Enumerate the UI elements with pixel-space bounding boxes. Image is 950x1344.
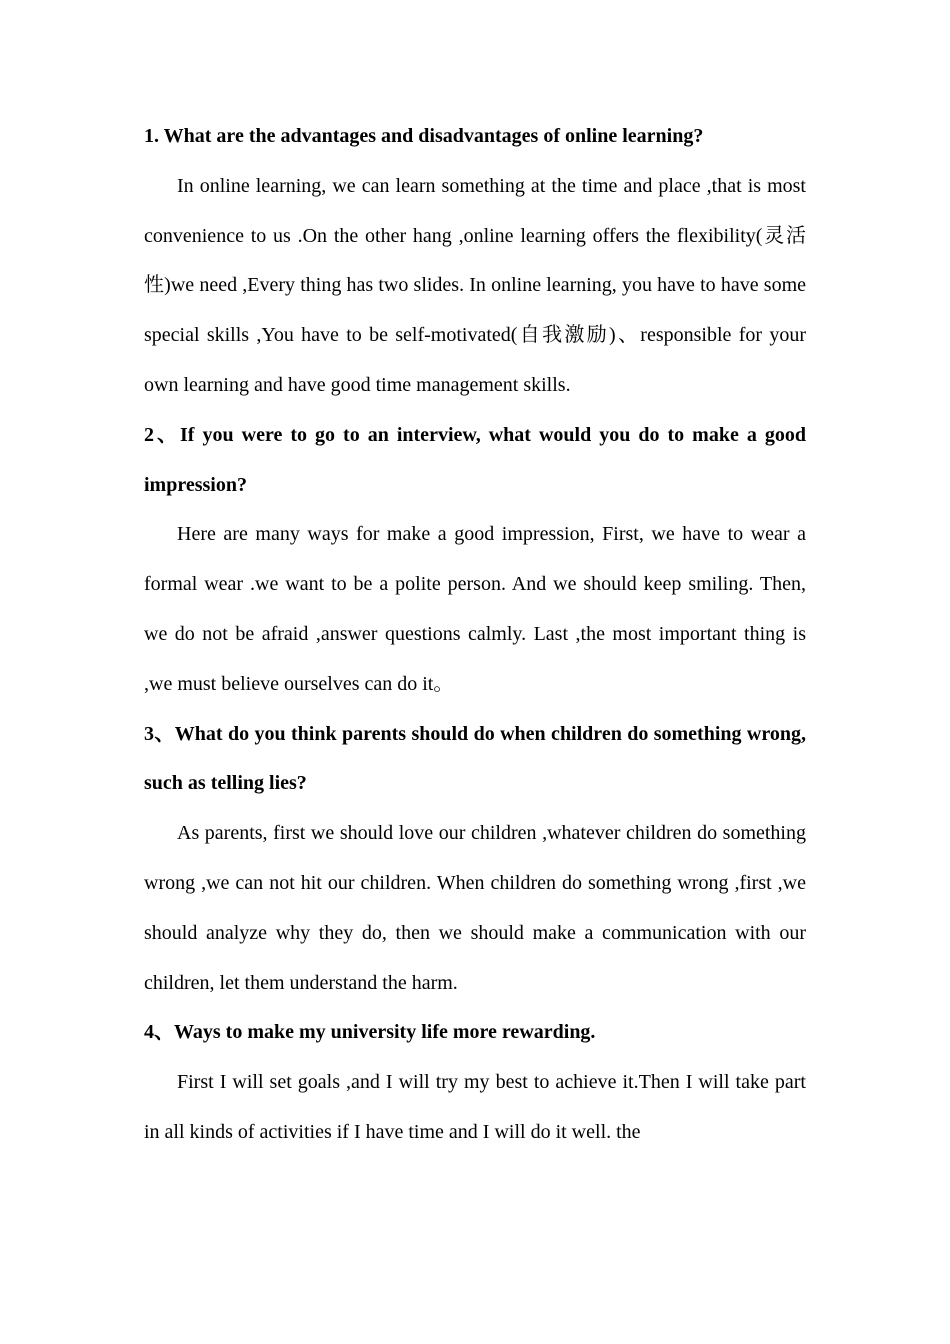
answer-1-paragraph: In online learning, we can learn something at the time and place ,that is most convenience to us .On the other hang ,online learning offers the flexibility(灵活性)we need ,Every thing has two slides. In online learning, you have to have some special skills ,You have to be self-motivated(自我激励)、responsible for your own learning and have good time management skills.	[144, 174, 806, 396]
answer-2-paragraph: Here are many ways for make a good impression, First, we have to wear a formal wear .we want to be a polite person. And we should keep smiling. Then, we do not be afraid ,answer questions calmly. Last ,the most important thing is ,we must believe ourselves can do it。	[144, 523, 806, 695]
question-2-heading: 2、If you were to go to an interview, what would you do to make a good impression?	[144, 423, 806, 496]
document-page	[144, 112, 806, 1158]
question-1-heading: 1. What are the advantages and disadvantages of online learning?	[144, 125, 704, 147]
question-4-heading: 4、Ways to make my university life more rewarding.	[144, 1021, 596, 1044]
question-3-heading: 3、What do you think parents should do when children do something wrong, such as telling lies?	[144, 722, 806, 795]
answer-3-paragraph: As parents, first we should love our children ,whatever children do something wrong ,we can not hit our children. When children do something wrong ,first ,we should analyze why they do, then we should make a communication with our children, let them understand the harm.	[144, 822, 806, 994]
answer-4-paragraph: First I will set goals ,and I will try my best to achieve it.Then I will take part in all kinds of activities if I have time and I will do it well. the	[144, 1071, 806, 1143]
